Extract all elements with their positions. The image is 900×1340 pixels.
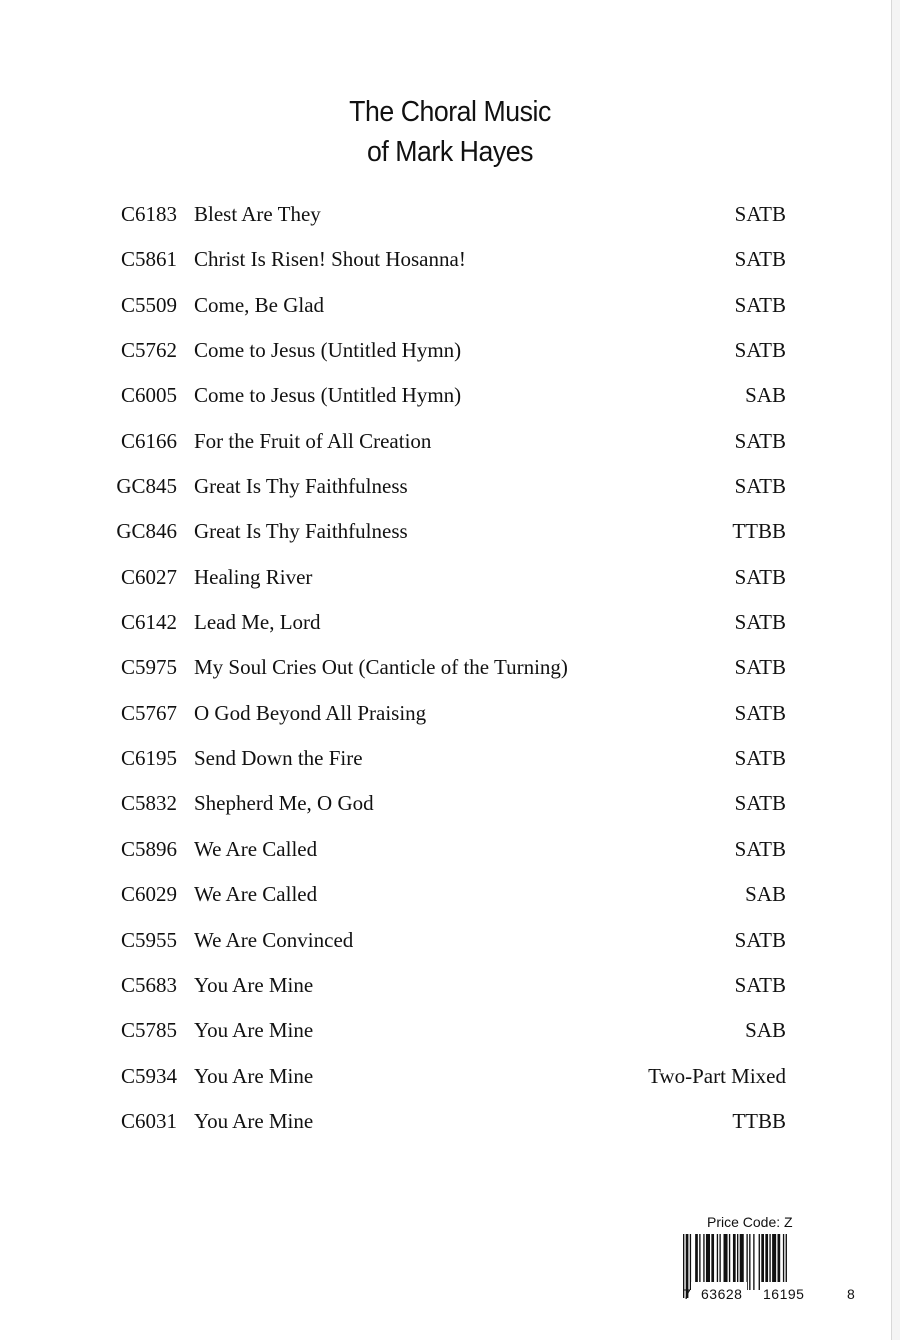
catalog-list bbox=[0, 193, 900, 1145]
catalog-voicing: SATB bbox=[734, 610, 786, 635]
catalog-title: We Are Called bbox=[194, 882, 318, 907]
barcode-digit-last: 8 bbox=[847, 1286, 856, 1302]
catalog-code: C5683 bbox=[120, 972, 177, 997]
catalog-voicing: SATB bbox=[734, 791, 786, 816]
catalog-voicing: SAB bbox=[745, 1018, 786, 1043]
catalog-title: For the Fruit of All Creation bbox=[194, 428, 432, 453]
catalog-title: Shepherd Me, O God bbox=[194, 791, 374, 816]
catalog-code: C6195 bbox=[120, 746, 177, 771]
catalog-title: Blest Are They bbox=[194, 202, 321, 226]
catalog-title: Great Is Thy Faithfulness bbox=[194, 519, 408, 544]
catalog-voicing: SAB bbox=[745, 383, 786, 408]
catalog-title: Healing River bbox=[194, 564, 313, 589]
page-title bbox=[0, 92, 900, 172]
catalog-row bbox=[0, 556, 900, 601]
catalog-row bbox=[0, 1055, 900, 1100]
catalog-title: You Are Mine bbox=[194, 1063, 314, 1088]
catalog-voicing: SATB bbox=[734, 700, 786, 725]
catalog-code: C5975 bbox=[120, 655, 177, 680]
catalog-row bbox=[0, 420, 900, 465]
catalog-voicing: SATB bbox=[734, 972, 786, 997]
catalog-row bbox=[0, 284, 900, 329]
price-code: Price Code: Z bbox=[707, 1214, 793, 1230]
catalog-row bbox=[0, 737, 900, 782]
catalog-code: GC845 bbox=[116, 474, 177, 499]
catalog-row bbox=[0, 692, 900, 737]
catalog-code: C6005 bbox=[120, 383, 177, 408]
barcode-digits-group-1: 63628 bbox=[701, 1286, 743, 1302]
catalog-voicing: SAB bbox=[745, 882, 786, 907]
catalog-title: Come to Jesus (Untitled Hymn) bbox=[194, 383, 462, 408]
catalog-code: C6031 bbox=[120, 1108, 177, 1133]
catalog-row bbox=[0, 828, 900, 873]
catalog-voicing: TTBB bbox=[732, 1108, 786, 1133]
catalog-row bbox=[0, 782, 900, 827]
page-title-line-2: of Mark Hayes bbox=[366, 136, 534, 168]
catalog-code: C5896 bbox=[120, 836, 177, 861]
catalog-voicing: SATB bbox=[734, 338, 786, 363]
catalog-title: You Are Mine bbox=[194, 1018, 314, 1043]
catalog-code: C6027 bbox=[120, 564, 177, 589]
catalog-code: C5934 bbox=[120, 1063, 177, 1088]
catalog-row bbox=[0, 374, 900, 419]
catalog-voicing: TTBB bbox=[732, 519, 786, 544]
catalog-row bbox=[0, 1009, 900, 1054]
catalog-voicing: SATB bbox=[734, 746, 786, 771]
barcode-digits-group-2: 16195 bbox=[763, 1286, 805, 1302]
catalog-code: C5861 bbox=[120, 247, 177, 272]
catalog-voicing: SATB bbox=[734, 474, 786, 499]
catalog-row bbox=[0, 601, 900, 646]
barcode-digit-first: 7 bbox=[683, 1286, 692, 1302]
catalog-title: Christ Is Risen! Shout Hosanna! bbox=[194, 247, 466, 272]
catalog-row bbox=[0, 510, 900, 555]
catalog-title: You Are Mine bbox=[194, 1108, 314, 1133]
catalog-row bbox=[0, 465, 900, 510]
catalog-title: Lead Me, Lord bbox=[194, 610, 321, 635]
catalog-title: You Are Mine bbox=[194, 972, 314, 997]
page-title-line-1: The Choral Music bbox=[349, 96, 551, 128]
catalog-voicing: SATB bbox=[734, 202, 786, 226]
catalog-code: C5785 bbox=[120, 1018, 177, 1043]
catalog-title: We Are Convinced bbox=[194, 927, 354, 952]
catalog-code: C6029 bbox=[120, 882, 177, 907]
catalog-row bbox=[0, 646, 900, 691]
catalog-row bbox=[0, 1100, 900, 1145]
catalog-title: Send Down the Fire bbox=[194, 746, 363, 771]
catalog-code: C5767 bbox=[120, 700, 177, 725]
catalog-row bbox=[0, 919, 900, 964]
catalog-voicing: Two-Part Mixed bbox=[648, 1063, 786, 1088]
catalog-title: We Are Called bbox=[194, 836, 318, 861]
catalog-voicing: SATB bbox=[734, 564, 786, 589]
catalog-code: GC846 bbox=[116, 519, 177, 544]
catalog-code: C5509 bbox=[120, 292, 177, 317]
barcode-bar bbox=[749, 1234, 750, 1290]
catalog-code: C5832 bbox=[120, 791, 177, 816]
catalog-row bbox=[0, 964, 900, 1009]
catalog-title: Come, Be Glad bbox=[194, 292, 325, 317]
catalog-row bbox=[0, 193, 900, 238]
catalog-code: C6142 bbox=[120, 610, 177, 635]
barcode-block bbox=[676, 1212, 856, 1308]
catalog-title: O God Beyond All Praising bbox=[194, 700, 427, 725]
catalog-title: Come to Jesus (Untitled Hymn) bbox=[194, 338, 462, 363]
catalog-code: C5762 bbox=[120, 338, 177, 363]
catalog-voicing: SATB bbox=[734, 247, 786, 272]
catalog-voicing: SATB bbox=[734, 292, 786, 317]
catalog-title: My Soul Cries Out (Canticle of the Turning) bbox=[194, 655, 568, 680]
catalog-voicing: SATB bbox=[734, 428, 786, 453]
catalog-row bbox=[0, 238, 900, 283]
catalog-code: C6183 bbox=[120, 202, 177, 226]
catalog-row bbox=[0, 873, 900, 918]
catalog-code: C5955 bbox=[120, 927, 177, 952]
catalog-row bbox=[0, 329, 900, 374]
barcode-bar bbox=[753, 1234, 754, 1290]
catalog-code: C6166 bbox=[120, 428, 177, 453]
catalog-voicing: SATB bbox=[734, 836, 786, 861]
catalog-voicing: SATB bbox=[734, 655, 786, 680]
catalog-voicing: SATB bbox=[734, 927, 786, 952]
catalog-title: Great Is Thy Faithfulness bbox=[194, 474, 408, 499]
